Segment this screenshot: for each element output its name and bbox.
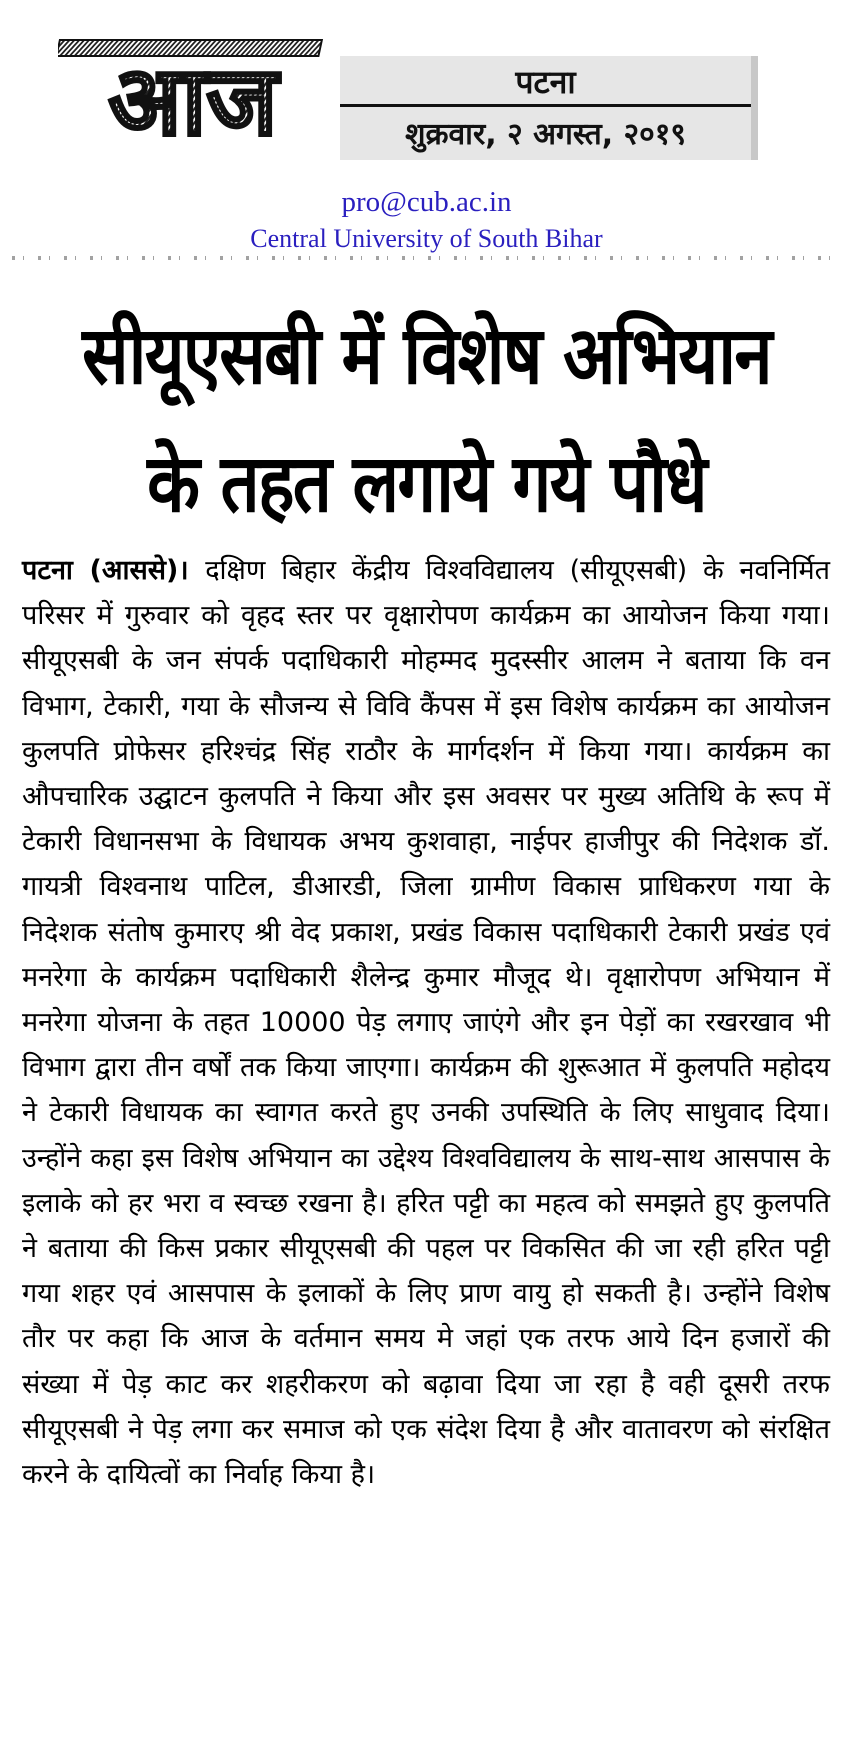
edition-city: पटना: [515, 63, 576, 101]
headline-line-1: सीयूएसबी में विशेष अभियान: [82, 309, 771, 402]
logo-text: आज: [108, 45, 278, 150]
newspaper-logo: [58, 30, 328, 150]
scan-divider: [12, 256, 842, 260]
headline-line-2: के तहत लगाये गये पौधे: [147, 437, 706, 530]
headline: [68, 292, 784, 548]
edition-box: [340, 56, 758, 160]
edition-divider: [340, 104, 751, 107]
edition-date: शुक्रवार, २ अगस्त, २०१९: [405, 117, 686, 152]
logo-wordmark: [58, 30, 328, 150]
masthead: [0, 0, 853, 180]
article-text: दक्षिण बिहार केंद्रीय विश्वविद्यालय (सीयूएसबी) के नवनिर्मित परिसर में गुरुवार को वृहद स्तर पर वृक्षारोपण कार्यक्रम का आयोजन किया गया। सीयूएसबी के जन संपर्क पदाधिकारी मोहम्मद मुदस्सीर आलम ने बताया कि वन विभाग, टेकारी, गया के सौजन्य से विवि कैंपस में इस विशेष कार्यक्रम का आयोजन कुलपति प्रोफेसर हरिश्चंद्र सिंह राठौर के मार्गदर्शन में किया गया। कार्यक्रम का औपचारिक उद्घाटन कुलपति ने किया और इस अवसर पर मुख्य अतिथि के रूप में टेकारी विधानसभा के विधायक अभय कुशवाहा, नाईपर हाजीपुर की निदेशक डॉ. गायत्री विश्वनाथ पाटिल, डीआरडी, जिला ग्रामीण विकास प्राधिकरण गया के निदेशक संतोष कुमारए श्री वेद प्रकाश, प्रखंड विकास पदाधिकारी टेकारी प्रखंड एवं मनरेगा के कार्यक्रम पदाधिकारी शैलेन्द्र कुमार मौजूद थे। वृक्षारोपण अभियान में मनरेगा योजना के तहत 10000 पेड़ लगाए जाएंगे और इन पेड़ों का रखरखाव भी विभाग द्वारा तीन वर्षों तक किया जाएगा। कार्यक्रम की शुरूआत में कुलपति महोदय ने टेकारी विधायक का स्वागत करते हुए उनकी उपस्थिति के लिए साधुवाद दिया। उन्होंने कहा इस विशेष अभियान का उद्देश्य विश्वविद्यालय के साथ-साथ आसपास के इलाके को हर भरा व स्वच्छ रखना है। हरित पट्टी का महत्व को समझते हुए कुलपति ने बताया की किस प्रकार सीयूएसबी की पहल पर विकसित की जा रही हरित पट्टी गया शहर एवं आसपास के इलाकों के लिए प्राण वायु हो सकती है। उन्होंने विशेष तौर पर कहा कि आज के वर्तमान समय मे जहां एक तरफ आये दिन हजारों की संख्या में पेड़ काट कर शहरीकरण को बढ़ावा दिया जा रहा है वही दूसरी तरफ सीयूएसबी ने पेड़ लगा कर समाज को एक संदेश दिया है और वातावरण को संरक्षित करने के दायित्वों का निर्वाह किया है।: [22, 555, 830, 1491]
university-name: Central University of South Bihar: [250, 224, 603, 253]
article-dateline: पटना (आससे)।: [22, 555, 206, 586]
contact-email: pro@cub.ac.in: [341, 186, 512, 218]
article-body: [22, 548, 830, 1497]
